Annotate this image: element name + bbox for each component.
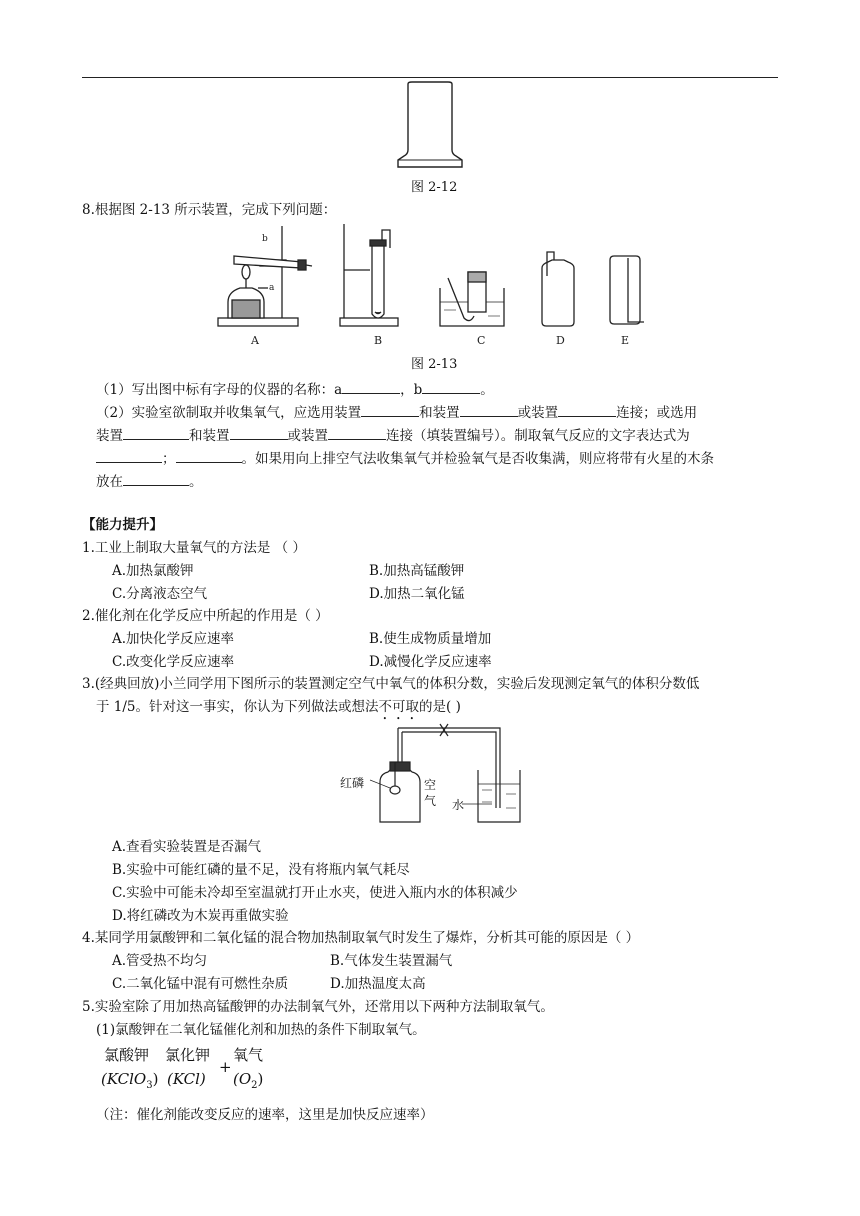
q8-sub2-text: （2）实验室欲制取并收集氧气，应选用装置: [96, 405, 362, 421]
answer-blank[interactable]: [422, 380, 480, 394]
q1-stem: 1.工业上制取大量氧气的方法是 （ ）: [82, 540, 306, 556]
q1-option-b[interactable]: B.加热高锰酸钾: [369, 563, 465, 579]
fig-2-13-caption: 图 2-13: [411, 357, 458, 372]
label-b-marker: b: [262, 234, 268, 244]
eq-formula-text: (KClO: [101, 1070, 147, 1088]
q2-option-c[interactable]: C.改变化学反应速率: [112, 654, 235, 670]
answer-blank[interactable]: [123, 426, 189, 440]
eq-formula-text: ): [257, 1070, 264, 1088]
answer-blank[interactable]: [176, 449, 242, 463]
q3-option-c[interactable]: C.实验中可能未冷却至室温就打开止水夹，使进入瓶内水的体积减少: [112, 885, 518, 901]
q8-stem: 8.根据图 2-13 所示装置，完成下列问题：: [82, 202, 337, 218]
apparatus-figure: [212, 218, 652, 348]
eq-subscript: 3: [146, 1080, 153, 1091]
apparatus-e: [610, 256, 644, 324]
eq-product2-name: 氧气: [233, 1046, 264, 1064]
q3-emphasis: 不可取: [378, 699, 420, 715]
eq-formula-text: (KCl): [167, 1070, 206, 1088]
q8-sub2-line2: [96, 424, 690, 444]
q3-stem-line1: 3.(经典回放)小兰同学用下图所示的装置测定空气中氧气的体积分数，实验后发现测定氧气的体积分数低: [82, 676, 700, 692]
label-B: B: [374, 334, 383, 347]
q1-option-c[interactable]: C.分离液态空气: [112, 586, 208, 602]
apparatus-c: [440, 272, 504, 326]
answer-blank[interactable]: [328, 426, 386, 440]
answer-blank[interactable]: [123, 472, 189, 486]
answer-blank[interactable]: [342, 380, 400, 394]
q8-sub2-text: 。: [189, 474, 203, 490]
q8-sub1: [96, 378, 494, 398]
q3-stem-text: 的是( ): [419, 699, 461, 715]
water-label: 水: [452, 798, 465, 812]
apparatus-d: [542, 252, 574, 326]
q5-note: （注：催化剂能改变反应的速率，这里是加快反应速率）: [96, 1107, 434, 1123]
q4-option-a[interactable]: A.管受热不均匀: [112, 953, 208, 969]
q4-option-d[interactable]: D.加热温度太高: [330, 976, 426, 992]
answer-blank[interactable]: [460, 403, 518, 417]
q8-sub2-line1: [96, 401, 697, 421]
q3-option-b[interactable]: B.实验中可能红磷的量不足，没有将瓶内氧气耗尽: [112, 862, 410, 878]
q4-option-b[interactable]: B.气体发生装置漏气: [330, 953, 453, 969]
label-C: C: [477, 334, 486, 347]
label-a-marker: a: [269, 283, 275, 293]
label-D: D: [556, 334, 565, 347]
q1-option-d[interactable]: D.加热二氧化锰: [369, 586, 465, 602]
q4-stem: 4.某同学用氯酸钾和二氧化锰的混合物加热制取氧气时发生了爆炸，分析其可能的原因是（ ）: [82, 930, 640, 946]
q2-option-b[interactable]: B.使生成物质量增加: [369, 631, 492, 647]
q8-sub2-line3: [96, 447, 714, 467]
section-heading: 【能力提升】: [82, 517, 163, 533]
q8-sub2-text: 。如果用向上排空气法收集氧气并检验氧气是否收集满，则应将带有火星的木条: [241, 451, 714, 467]
q8-sub2-text: 和装置: [189, 428, 230, 444]
q8-sub2-text: ；: [162, 451, 176, 467]
q8-sub1-mid: ，b: [400, 382, 423, 398]
q8-sub1-end: 。: [480, 382, 494, 398]
eq-formula-text: ): [152, 1070, 159, 1088]
q1-option-a[interactable]: A.加热氯酸钾: [112, 563, 194, 579]
eq-product2-formula: [233, 1070, 263, 1091]
eq-subscript: 2: [251, 1080, 258, 1091]
q2-option-a[interactable]: A.加快化学反应速率: [112, 631, 235, 647]
q3-stem-text: 于 1/5。针对这一事实，你认为下列做法或想法: [96, 699, 379, 715]
q5-sub1: (1)氯酸钾在二氧化锰催化剂和加热的条件下制取氧气。: [96, 1022, 426, 1038]
q4-option-c[interactable]: C.二氧化锰中混有可燃性杂质: [112, 976, 289, 992]
q2-stem: 2.催化剂在化学反应中所起的作用是（ ）: [82, 608, 329, 624]
answer-blank[interactable]: [230, 426, 288, 440]
q3-stem-line2: [96, 695, 461, 723]
q8-sub2-text: 放在: [96, 474, 123, 490]
answer-blank[interactable]: [558, 403, 616, 417]
air-label-1: 空: [424, 778, 437, 792]
label-A: A: [251, 334, 259, 347]
apparatus-b: [340, 224, 398, 326]
q8-sub2-text: 和装置: [419, 405, 460, 421]
red-phosphorus-label: 红磷: [340, 776, 365, 790]
q8-sub2-text: 或装置: [517, 405, 559, 421]
q8-sub2-text: 或装置: [287, 428, 328, 444]
q3-option-a[interactable]: A.查看实验装置是否漏气: [112, 839, 262, 855]
eq-formula-text: (O: [233, 1070, 252, 1088]
eq-reactant-name: 氯酸钾: [104, 1046, 150, 1064]
q8-sub2-text: 装置: [96, 428, 123, 444]
gas-jar-figure: [390, 80, 470, 172]
q8-sub2-text: 连接；或选用: [616, 405, 698, 421]
q8-sub2-line4: [96, 470, 203, 490]
eq-product1-name: 氯化钾: [165, 1046, 211, 1064]
eq-product1-formula: [167, 1070, 206, 1088]
fig-2-12-caption: 图 2-12: [411, 180, 458, 195]
label-E: E: [621, 334, 630, 347]
eq-plus-sign: +: [219, 1058, 232, 1076]
air-label-2: 气: [424, 794, 437, 808]
q2-option-d[interactable]: D.减慢化学反应速率: [369, 654, 492, 670]
header-rule: [82, 77, 778, 78]
eq-reactant-formula: [101, 1070, 158, 1091]
q3-option-d[interactable]: D.将红磷改为木炭再重做实验: [112, 908, 289, 924]
answer-blank[interactable]: [361, 403, 419, 417]
answer-blank[interactable]: [96, 449, 162, 463]
q8-sub2-text: 连接（填装置编号）。制取氧气反应的文字表达式为: [386, 428, 690, 444]
q8-sub1-pre: （1）写出图中标有字母的仪器的名称：a: [96, 382, 343, 398]
q5-stem: 5.实验室除了用加热高锰酸钾的办法制氧气外，还常用以下两种方法制取氧气。: [82, 999, 554, 1015]
